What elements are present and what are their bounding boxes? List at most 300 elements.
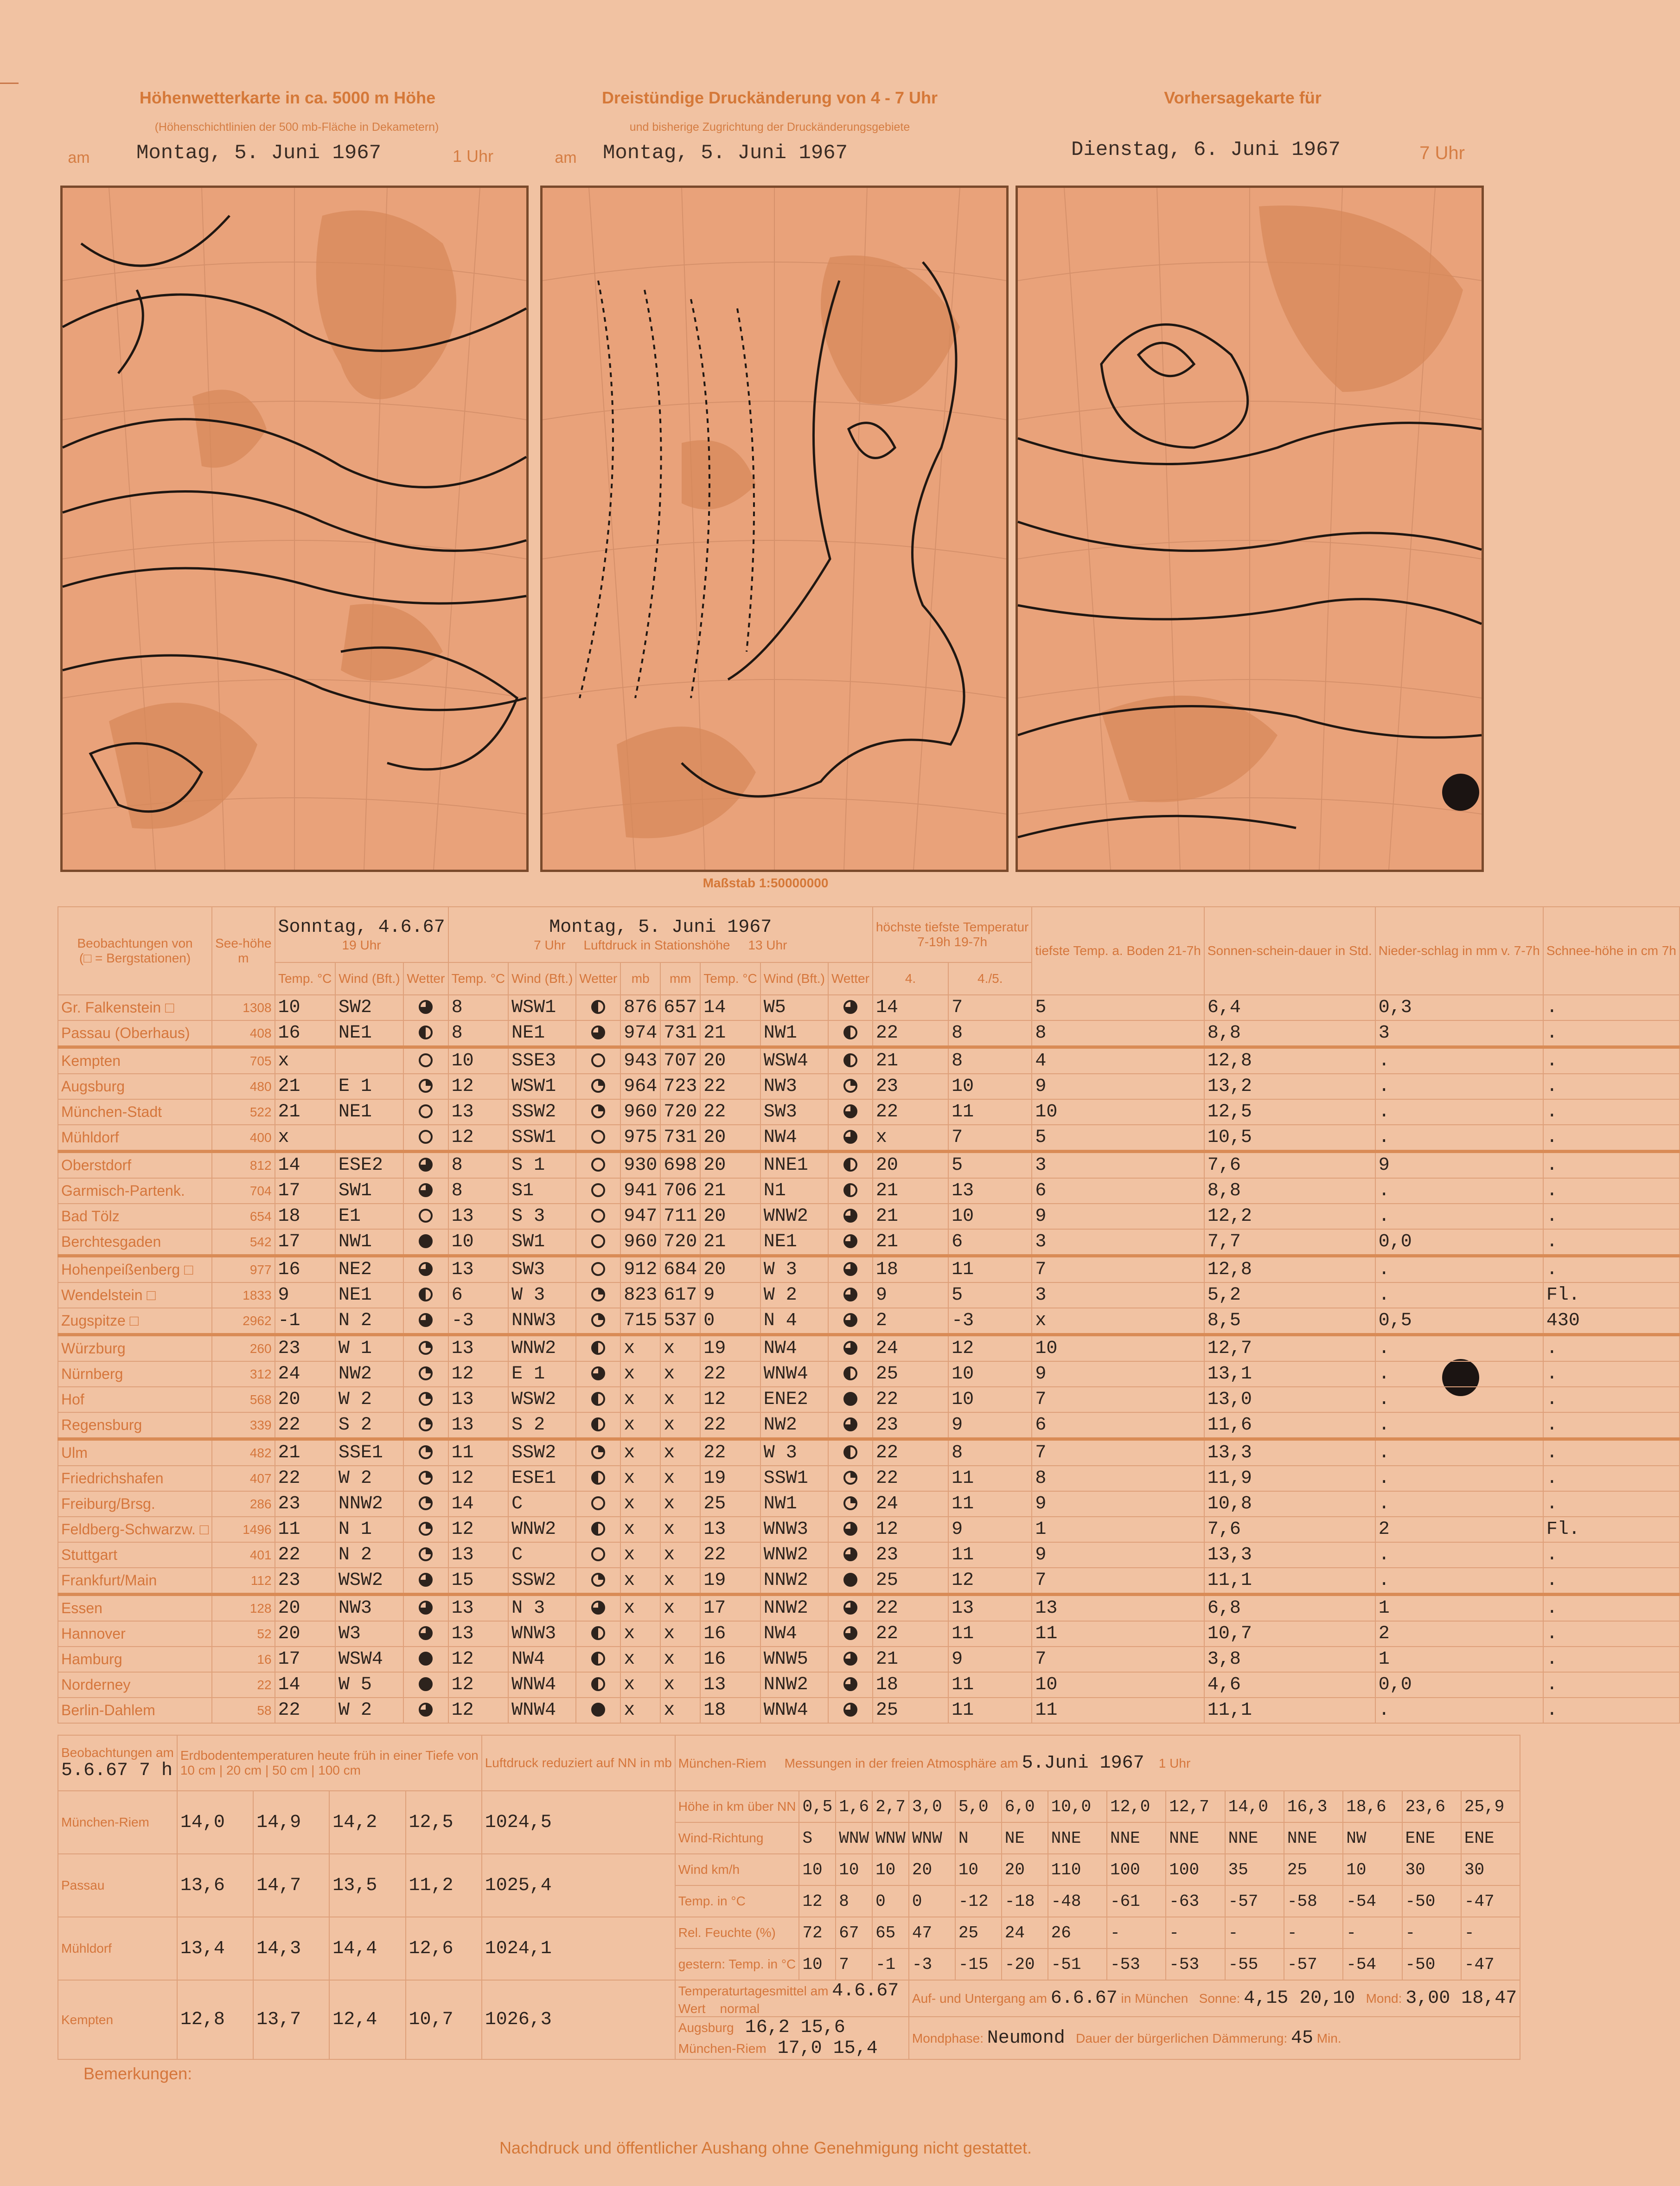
- cell-t7: 12: [448, 1698, 508, 1723]
- cell-rain: 2: [1375, 1621, 1543, 1647]
- cell-t19: 23: [275, 1335, 335, 1362]
- cell-gr: 11: [1032, 1698, 1204, 1723]
- ground-temp: 12,6: [406, 1917, 482, 1980]
- observations-table: [57, 906, 1680, 1724]
- cell-w13: WNW4: [760, 1361, 828, 1387]
- cell-w19: SW1: [335, 1178, 403, 1204]
- cell-w19: N 1: [335, 1517, 403, 1542]
- cell-w13: NW1: [760, 1491, 828, 1517]
- cell-sun: 5,2: [1204, 1282, 1375, 1308]
- forecast-time: 7 Uhr: [1419, 143, 1465, 163]
- cell-name: Berchtesgaden: [58, 1229, 212, 1256]
- ground-temp: 14,9: [253, 1791, 329, 1854]
- cell-w13: ENE2: [760, 1387, 828, 1412]
- cell-name: Feldberg-Schwarzw. □: [58, 1517, 212, 1542]
- cell-alt: 568: [212, 1387, 275, 1412]
- cell-t19: 17: [275, 1178, 335, 1204]
- weather-icon: [419, 1677, 433, 1691]
- cell-t13: 20: [700, 1125, 760, 1152]
- weather-symbol-cell: [576, 1335, 620, 1362]
- cell-gr: 6: [1032, 1412, 1204, 1439]
- cell-t19: 20: [275, 1621, 335, 1647]
- cell-t7: 10: [448, 1047, 508, 1074]
- cell-mb: x: [620, 1335, 660, 1362]
- header-altitude: See-höhe m: [212, 907, 275, 995]
- aloft-value: ENE: [1461, 1822, 1520, 1854]
- ground-label: Beobachtungen am 5.6.67 7 h: [58, 1735, 177, 1791]
- header-sun: Sonnen-schein-dauer in Std.: [1204, 907, 1375, 995]
- cell-t7: 13: [448, 1595, 508, 1622]
- cell-t13: 19: [700, 1466, 760, 1491]
- cell-rain: 0,5: [1375, 1308, 1543, 1335]
- aloft-row-label: Wind-Richtung: [675, 1822, 799, 1854]
- cell-mb: 960: [620, 1099, 660, 1125]
- header-wx-19: Wetter: [403, 962, 448, 995]
- cell-name: Garmisch-Partenk.: [58, 1178, 212, 1204]
- weather-symbol-cell: [403, 1282, 448, 1308]
- cell-alt: 704: [212, 1178, 275, 1204]
- weather-symbol-cell: [403, 1672, 448, 1698]
- cell-alt: 654: [212, 1204, 275, 1229]
- cell-alt: 542: [212, 1229, 275, 1256]
- cell-t19: 11: [275, 1517, 335, 1542]
- cell-alt: 312: [212, 1361, 275, 1387]
- station-row: [58, 1308, 1680, 1335]
- cell-alt: 339: [212, 1412, 275, 1439]
- weather-symbol-cell: [828, 1361, 873, 1387]
- cell-name: Norderney: [58, 1672, 212, 1698]
- cell-w19: NE1: [335, 1282, 403, 1308]
- aloft-value: -50: [1402, 1885, 1461, 1917]
- pressure-change-title: Dreistündige Druckänderung von 4 - 7 Uhr: [601, 88, 938, 107]
- weather-icon: [591, 1313, 605, 1327]
- cell-mm: 657: [660, 995, 700, 1020]
- weather-symbol-cell: [828, 1152, 873, 1179]
- weather-symbol-cell: [576, 1542, 620, 1568]
- cell-hi: 21: [873, 1204, 948, 1229]
- cell-mm: x: [660, 1335, 700, 1362]
- cell-w19: N 2: [335, 1308, 403, 1335]
- cell-lo: 11: [948, 1256, 1032, 1283]
- aloft-value: 47: [909, 1917, 955, 1949]
- aloft-value: 65: [872, 1917, 909, 1949]
- weather-icon: [843, 1626, 857, 1640]
- weather-icon: [843, 1677, 857, 1691]
- weather-symbol-cell: [828, 1595, 873, 1622]
- cell-t13: 20: [700, 1204, 760, 1229]
- cell-mb: x: [620, 1698, 660, 1723]
- weather-icon: [843, 1652, 857, 1666]
- cell-w7: WNW3: [508, 1621, 576, 1647]
- forecast-date: Dienstag, 6. Juni 1967: [1071, 138, 1341, 161]
- cell-lo: 10: [948, 1074, 1032, 1099]
- cell-sun: 8,8: [1204, 1178, 1375, 1204]
- weather-icon: [843, 1547, 857, 1561]
- cell-t19: 23: [275, 1491, 335, 1517]
- weather-icon: [843, 1234, 857, 1248]
- cell-name: Bad Tölz: [58, 1204, 212, 1229]
- aloft-value: NE: [1002, 1822, 1048, 1854]
- station-row: [58, 1568, 1680, 1595]
- cell-rain: 1: [1375, 1647, 1543, 1672]
- cell-w13: W 2: [760, 1282, 828, 1308]
- cell-mb: x: [620, 1568, 660, 1595]
- aloft-value: NNE: [1048, 1822, 1107, 1854]
- aloft-header: München-Riem Messungen in der freien Atmosphäre am 5.Juni 1967 1 Uhr: [675, 1735, 1520, 1791]
- cell-t13: 20: [700, 1047, 760, 1074]
- weather-symbol-cell: [828, 1491, 873, 1517]
- cell-w13: WNW4: [760, 1698, 828, 1723]
- weather-icon: [419, 1158, 433, 1172]
- cell-snow: .: [1543, 1387, 1680, 1412]
- cell-t19: 21: [275, 1099, 335, 1125]
- weather-icon: [843, 1104, 857, 1118]
- cell-rain: 1: [1375, 1595, 1543, 1622]
- daymean-label: Temperaturtagesmittel am 4.6.67 Wert normal: [675, 1980, 909, 2017]
- cell-hi: 18: [873, 1256, 948, 1283]
- station-row: [58, 1229, 1680, 1256]
- cell-sun: 7,6: [1204, 1152, 1375, 1179]
- weather-symbol-cell: [828, 1308, 873, 1335]
- cell-mb: x: [620, 1466, 660, 1491]
- cell-snow: .: [1543, 1361, 1680, 1387]
- weather-symbol-cell: [576, 1412, 620, 1439]
- upper-air-map: [60, 186, 529, 872]
- ground-station: Passau: [58, 1854, 177, 1917]
- weather-symbol-cell: [828, 1621, 873, 1647]
- cell-mb: 912: [620, 1256, 660, 1283]
- weather-symbol-cell: [828, 1542, 873, 1568]
- cell-w19: NE1: [335, 1099, 403, 1125]
- station-row: [58, 1542, 1680, 1568]
- aloft-value: 0: [872, 1885, 909, 1917]
- weather-symbol-cell: [828, 1204, 873, 1229]
- cell-name: Mühldorf: [58, 1125, 212, 1152]
- cell-w19: E1: [335, 1204, 403, 1229]
- cell-rain: .: [1375, 1256, 1543, 1283]
- ground-temp: 13,5: [329, 1854, 405, 1917]
- cell-lo: 5: [948, 1282, 1032, 1308]
- ground-temp: 13,7: [253, 1980, 329, 2059]
- weather-symbol-cell: [403, 1074, 448, 1099]
- ground-temp: 14,2: [329, 1791, 405, 1854]
- cell-name: Hof: [58, 1387, 212, 1412]
- aloft-value: 0,5: [799, 1791, 836, 1822]
- cell-snow: .: [1543, 1621, 1680, 1647]
- aloft-value: -12: [955, 1885, 1002, 1917]
- cell-alt: 522: [212, 1099, 275, 1125]
- aloft-value: -1: [872, 1949, 909, 1980]
- cell-lo: 6: [948, 1229, 1032, 1256]
- weather-symbol-cell: [403, 1568, 448, 1595]
- weather-icon: [419, 1313, 433, 1327]
- cell-w19: W 2: [335, 1698, 403, 1723]
- aloft-value: 26: [1048, 1917, 1107, 1949]
- weather-icon: [591, 1234, 605, 1248]
- cell-hi: 25: [873, 1568, 948, 1595]
- cell-name: Hannover: [58, 1621, 212, 1647]
- cell-snow: .: [1543, 995, 1680, 1020]
- cell-t7: 13: [448, 1335, 508, 1362]
- cell-mm: 706: [660, 1178, 700, 1204]
- cell-gr: 7: [1032, 1568, 1204, 1595]
- cell-mb: x: [620, 1361, 660, 1387]
- cell-t7: 14: [448, 1491, 508, 1517]
- cell-name: Freiburg/Brsg.: [58, 1491, 212, 1517]
- lower-row: [58, 1980, 1520, 2017]
- station-row: [58, 1335, 1680, 1362]
- station-row: [58, 1466, 1680, 1491]
- cell-name: Nürnberg: [58, 1361, 212, 1387]
- weather-symbol-cell: [403, 1047, 448, 1074]
- cell-mb: 823: [620, 1282, 660, 1308]
- cell-t7: 13: [448, 1099, 508, 1125]
- cell-mb: 960: [620, 1229, 660, 1256]
- upper-air-time: 1 Uhr: [452, 147, 494, 166]
- cell-hi: 23: [873, 1074, 948, 1099]
- lower-section-table: [57, 1735, 1520, 2060]
- cell-gr: 9: [1032, 1074, 1204, 1099]
- aloft-value: 72: [799, 1917, 836, 1949]
- cell-w19: W 2: [335, 1387, 403, 1412]
- weather-symbol-cell: [403, 1517, 448, 1542]
- cell-w7: SSW2: [508, 1439, 576, 1466]
- cell-sun: 8,8: [1204, 1020, 1375, 1047]
- cell-mb: x: [620, 1412, 660, 1439]
- aloft-value: -: [1225, 1917, 1284, 1949]
- weather-symbol-cell: [828, 1647, 873, 1672]
- aloft-row-label: gestern: Temp. in °C: [675, 1949, 799, 1980]
- weather-symbol-cell: [576, 1439, 620, 1466]
- cell-lo: 9: [948, 1412, 1032, 1439]
- weather-icon: [591, 1703, 605, 1717]
- cell-w13: WNW2: [760, 1542, 828, 1568]
- cell-snow: .: [1543, 1466, 1680, 1491]
- cell-w7: SSW1: [508, 1125, 576, 1152]
- cell-gr: 5: [1032, 995, 1204, 1020]
- cell-rain: .: [1375, 1047, 1543, 1074]
- weather-icon: [843, 1288, 857, 1301]
- punch-hole-top: [1442, 774, 1479, 811]
- cell-lo: 9: [948, 1517, 1032, 1542]
- weather-icon: [419, 1573, 433, 1587]
- cell-snow: .: [1543, 1229, 1680, 1256]
- cell-gr: 3: [1032, 1152, 1204, 1179]
- weather-symbol-cell: [576, 1672, 620, 1698]
- header-wx-7: Wetter: [576, 962, 620, 995]
- weather-icon: [419, 1626, 433, 1640]
- cell-mb: x: [620, 1491, 660, 1517]
- station-row: [58, 1595, 1680, 1622]
- station-row: [58, 1099, 1680, 1125]
- weather-symbol-cell: [828, 1282, 873, 1308]
- cell-name: Essen: [58, 1595, 212, 1622]
- cell-lo: 11: [948, 1491, 1032, 1517]
- cell-snow: 430: [1543, 1308, 1680, 1335]
- cell-t13: 18: [700, 1698, 760, 1723]
- aloft-value: NW: [1343, 1822, 1402, 1854]
- aloft-value: 100: [1107, 1854, 1166, 1885]
- ground-station: Kempten: [58, 1980, 177, 2059]
- aloft-value: WNW: [872, 1822, 909, 1854]
- weather-icon: [419, 1445, 433, 1459]
- cell-rain: 9: [1375, 1152, 1543, 1179]
- cell-t7: 15: [448, 1568, 508, 1595]
- cell-name: Friedrichshafen: [58, 1466, 212, 1491]
- aloft-value: 0: [909, 1885, 955, 1917]
- weather-symbol-cell: [403, 1335, 448, 1362]
- cell-alt: 977: [212, 1256, 275, 1283]
- weather-icon: [591, 1522, 605, 1536]
- cell-mm: 731: [660, 1020, 700, 1047]
- cell-name: Zugspitze □: [58, 1308, 212, 1335]
- cell-t7: 13: [448, 1542, 508, 1568]
- cell-w7: NW4: [508, 1647, 576, 1672]
- cell-sun: 12,2: [1204, 1204, 1375, 1229]
- ground-temp: 13,4: [177, 1917, 253, 1980]
- cell-sun: 10,8: [1204, 1491, 1375, 1517]
- ground-pressure: 1026,3: [482, 1980, 675, 2059]
- weather-icon: [419, 1183, 433, 1197]
- station-row: [58, 1282, 1680, 1308]
- cell-snow: Fl.: [1543, 1282, 1680, 1308]
- cell-snow: .: [1543, 1568, 1680, 1595]
- weather-symbol-cell: [576, 1125, 620, 1152]
- weather-symbol-cell: [576, 1178, 620, 1204]
- weather-symbol-cell: [403, 1020, 448, 1047]
- cell-w19: W 2: [335, 1466, 403, 1491]
- ground-temp: 14,3: [253, 1917, 329, 1980]
- aloft-value: 14,0: [1225, 1791, 1284, 1822]
- cell-gr: 10: [1032, 1335, 1204, 1362]
- weather-icon: [591, 1547, 605, 1561]
- cell-alt: 1308: [212, 995, 275, 1020]
- cell-w19: W 1: [335, 1335, 403, 1362]
- cell-t13: 20: [700, 1256, 760, 1283]
- weather-symbol-cell: [576, 1099, 620, 1125]
- weather-icon: [419, 1104, 433, 1118]
- weather-icon: [419, 1341, 433, 1355]
- header-mm: mm: [660, 962, 700, 995]
- aloft-value: -51: [1048, 1949, 1107, 1980]
- aloft-value: -57: [1225, 1885, 1284, 1917]
- aloft-value: -57: [1284, 1949, 1343, 1980]
- aloft-value: 20: [909, 1854, 955, 1885]
- cell-rain: .: [1375, 1466, 1543, 1491]
- cell-w13: SW3: [760, 1099, 828, 1125]
- cell-t7: 8: [448, 1152, 508, 1179]
- ground-temp: 10,7: [406, 1980, 482, 2059]
- cell-name: Wendelstein □: [58, 1282, 212, 1308]
- aloft-value: -20: [1002, 1949, 1048, 1980]
- cell-hi: 22: [873, 1595, 948, 1622]
- cell-t19: 9: [275, 1282, 335, 1308]
- weather-symbol-cell: [403, 1595, 448, 1622]
- cell-w13: NE1: [760, 1229, 828, 1256]
- weather-symbol-cell: [403, 1698, 448, 1723]
- cell-mm: x: [660, 1647, 700, 1672]
- cell-t7: 11: [448, 1439, 508, 1466]
- weather-symbol-cell: [828, 1412, 873, 1439]
- cell-sun: 3,8: [1204, 1647, 1375, 1672]
- header-date-lo: 4./5.: [948, 962, 1032, 995]
- cell-t13: 22: [700, 1542, 760, 1568]
- ground-temp: 12,5: [406, 1791, 482, 1854]
- weather-icon: [843, 1366, 857, 1380]
- cell-t19: 17: [275, 1229, 335, 1256]
- weather-symbol-cell: [828, 1335, 873, 1362]
- weather-symbol-cell: [828, 1439, 873, 1466]
- aloft-value: 18,6: [1343, 1791, 1402, 1822]
- weather-symbol-cell: [403, 1099, 448, 1125]
- cell-w19: W 5: [335, 1672, 403, 1698]
- cell-sun: 12,7: [1204, 1335, 1375, 1362]
- weather-symbol-cell: [828, 1698, 873, 1723]
- cell-mb: 930: [620, 1152, 660, 1179]
- weather-symbol-cell: [576, 1020, 620, 1047]
- cell-lo: 8: [948, 1020, 1032, 1047]
- weather-icon: [591, 1496, 605, 1510]
- cell-rain: 0,0: [1375, 1672, 1543, 1698]
- weather-icon: [591, 1677, 605, 1691]
- cell-rain: .: [1375, 1698, 1543, 1723]
- cell-t19: 16: [275, 1256, 335, 1283]
- map-scale: Maßstab 1:50000000: [703, 876, 829, 890]
- aloft-value: 16,3: [1284, 1791, 1343, 1822]
- cell-lo: 8: [948, 1439, 1032, 1466]
- aloft-value: -15: [955, 1949, 1002, 1980]
- cell-w13: NW1: [760, 1020, 828, 1047]
- cell-lo: 11: [948, 1542, 1032, 1568]
- cell-rain: .: [1375, 1204, 1543, 1229]
- cell-sun: 13,0: [1204, 1387, 1375, 1412]
- cell-t7: 8: [448, 1178, 508, 1204]
- cell-sun: 11,1: [1204, 1568, 1375, 1595]
- cell-mb: x: [620, 1542, 660, 1568]
- cell-t19: x: [275, 1047, 335, 1074]
- pressure-change-am: am: [555, 149, 577, 167]
- cell-snow: .: [1543, 1672, 1680, 1698]
- cell-gr: 7: [1032, 1387, 1204, 1412]
- cell-name: Kempten: [58, 1047, 212, 1074]
- weather-icon: [843, 1417, 857, 1431]
- cell-w19: NW2: [335, 1361, 403, 1387]
- aloft-value: -55: [1225, 1949, 1284, 1980]
- station-row: [58, 1256, 1680, 1283]
- cell-w13: SSW1: [760, 1466, 828, 1491]
- weather-icon: [591, 1026, 605, 1039]
- weather-icon: [843, 1445, 857, 1459]
- aloft-value: -63: [1166, 1885, 1225, 1917]
- cell-w13: NW4: [760, 1621, 828, 1647]
- cell-gr: 10: [1032, 1672, 1204, 1698]
- cell-w7: SW3: [508, 1256, 576, 1283]
- weather-icon: [843, 1183, 857, 1197]
- aloft-value: -53: [1166, 1949, 1225, 1980]
- cell-w13: NNW2: [760, 1568, 828, 1595]
- weather-icon: [591, 1392, 605, 1406]
- cell-mm: 698: [660, 1152, 700, 1179]
- cell-lo: 10: [948, 1204, 1032, 1229]
- aloft-value: WNW: [836, 1822, 872, 1854]
- edge-mark: [0, 83, 19, 84]
- weather-symbol-cell: [403, 1387, 448, 1412]
- weather-symbol-cell: [403, 1466, 448, 1491]
- cell-w7: S 3: [508, 1204, 576, 1229]
- cell-w13: NW4: [760, 1335, 828, 1362]
- header-wind-13: Wind (Bft.): [760, 962, 828, 995]
- weather-icon: [843, 1079, 857, 1093]
